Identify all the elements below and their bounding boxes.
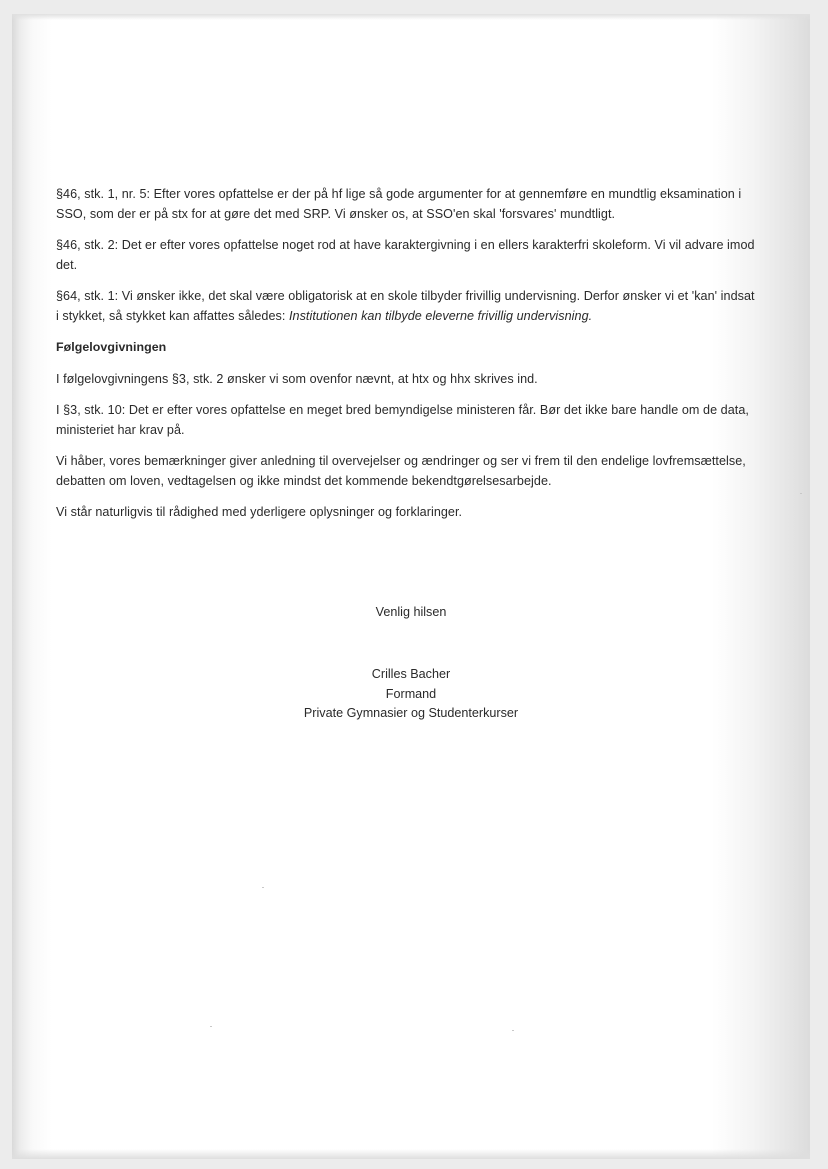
section-heading: Følgelovgivningen [56,340,167,354]
paragraph-46-stk1 [56,185,756,224]
paragraph-text: §46, stk. 2: Det er efter vores opfattelse noget rod at have karaktergivning i en ellers karakterfri skoleform. Vi vil advare imod det. [56,238,755,272]
paragraph-64-stk1 [56,287,756,326]
closing-greeting: Venlig hilsen [375,605,447,619]
scan-speck [800,493,802,494]
scan-speck [512,1030,514,1031]
paragraph-46-stk2 [56,236,756,275]
signatory-name: Crilles Bacher [371,667,451,681]
paragraph-availability [56,503,756,523]
scan-speck [210,1026,212,1027]
paragraph-folgelov-3-stk2 [56,370,756,390]
scan-shadow-top [12,14,810,20]
paragraph-text: Vi står naturligvis til rådighed med yderligere oplysninger og forklaringer. [56,505,463,519]
paragraph-closing-hope [56,452,756,491]
quoted-provision: Institutionen kan tilbyde eleverne frivillig undervisning. [288,308,593,323]
signatory-organization: Private Gymnasier og Studenterkurser [303,706,519,720]
paragraph-text: §64, stk. 1: Vi ønsker ikke, det skal være obligatorisk at en skole tilbyder frivillig undervisning. Derfor ønsker vi et 'kan' indsat i stykket, så stykket kan affattes således: [56,289,755,323]
paragraph-3-stk10 [56,401,756,440]
signatory-title: Formand [385,686,437,701]
signature-block [12,665,810,724]
scan-shadow-bottom [12,1149,810,1159]
paragraph-text: I følgelovgivningens §3, stk. 2 ønsker vi som ovenfor nævnt, at htx og hhx skrives ind. [56,371,538,386]
paragraph-text: Vi håber, vores bemærkninger giver anledning til overvejelser og ændringer og ser vi frem til den endelige lovfremsættelse, debatten om loven, vedtagelsen og ikke mindst det kommende bekendtgørelsesarbejde. [56,454,746,488]
scan-speck [262,887,264,888]
paragraph-text: I §3, stk. 10: Det er efter vores opfattelse en meget bred bemyndigelse ministeren får. Bør det ikke bare handle om de data, ministeriet har krav på. [56,403,749,437]
letter-body [56,185,756,535]
paragraph-text: §46, stk. 1, nr. 5: Efter vores opfattelse er der på hf lige så gode argumenter for at gennemføre en mundtlig eksamination i SSO, som der er på stx for at gøre det med SRP. Vi ønsker os, at SSO'en skal 'forsvares' mundtligt. [56,187,742,221]
